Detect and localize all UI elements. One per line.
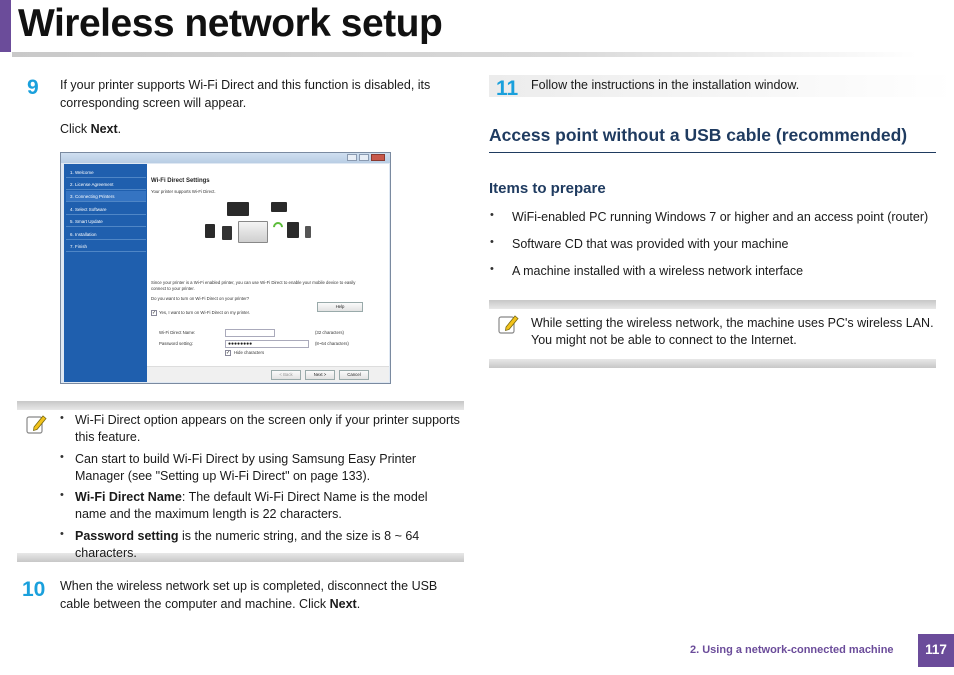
tv-icon — [227, 202, 249, 216]
title-rule — [12, 52, 917, 57]
wifi-name-label: Wi-Fi Direct Name: — [159, 330, 196, 335]
section-subheading: Items to prepare — [489, 180, 606, 197]
sidebar-item-select-software: 4. Select Software — [66, 204, 146, 215]
sidebar-item-license: 2. License Agreement — [66, 179, 146, 190]
step10-text: When the wireless network set up is completed, disconnect the USB cable between the computer and machine. Click Next. — [60, 579, 438, 611]
step9-click: Click Next. — [60, 122, 122, 136]
prepare-item-1: WiFi-enabled PC running Windows 7 or higher and an access point (router) — [512, 210, 929, 224]
installer-question: Do you want to turn on Wi-Fi Direct on your printer? — [151, 296, 250, 301]
prepare-item-2: Software CD that was provided with your machine — [512, 237, 789, 251]
note1-item-3: Wi-Fi Direct Name: The default Wi-Fi Direct Name is the model name and the maximum length is 22 characters. — [75, 490, 428, 521]
installer-footer — [147, 366, 389, 382]
prepare-item-3: A machine installed with a wireless network interface — [512, 264, 804, 278]
title-accent-bar — [0, 0, 11, 52]
cancel-button[interactable]: Cancel — [339, 370, 369, 380]
step-number-9: 9 — [27, 76, 39, 99]
note-pencil-icon — [497, 313, 519, 335]
wifi-name-hint: (32 characters) — [315, 330, 344, 335]
installer-subheading: Your printer supports Wi-Fi Direct. — [151, 189, 216, 194]
sidebar-item-welcome: 1. Welcome — [66, 167, 146, 178]
sidebar-item-connecting: 3. Connecting Printers — [66, 191, 146, 202]
installer-description: Since your printer is a Wi-Fi enabled printer, you can use Wi-Fi Direct to enable your mobile device to easily connect to your printer. — [151, 280, 356, 291]
tablet2-icon — [287, 222, 299, 238]
installer-heading: Wi-Fi Direct Settings — [151, 178, 210, 184]
password-hint: (8~64 characters) — [315, 341, 349, 346]
note1-item-2: Can start to build Wi-Fi Direct by using Samsung Easy Printer Manager (see "Setting up Wi-Fi Direct" on page 133). — [75, 452, 417, 483]
step11-text: Follow the instructions in the installation window. — [531, 78, 800, 92]
section-heading: Access point without a USB cable (recommended) — [489, 125, 908, 145]
step-number-11: 11 — [496, 77, 519, 100]
section-rule — [489, 152, 936, 153]
password-label: Password setting: — [159, 341, 193, 346]
password-field[interactable]: ●●●●●●●● — [225, 340, 309, 348]
minimize-icon — [347, 154, 357, 161]
installer-sidebar — [64, 164, 147, 382]
note-pencil-icon — [25, 413, 47, 435]
back-button[interactable]: < Back — [271, 370, 301, 380]
hide-characters-label: Hide characters — [234, 350, 265, 355]
phone2-icon — [305, 226, 311, 238]
hide-characters-checkbox[interactable]: ✓ — [226, 350, 231, 356]
next-button[interactable]: Next > — [305, 370, 335, 380]
footer-chapter: 2. Using a network-connected machine — [690, 644, 894, 656]
help-button[interactable]: Help — [317, 302, 363, 312]
step-number-10: 10 — [22, 578, 46, 601]
close-icon — [371, 154, 385, 161]
camera-icon — [271, 202, 287, 212]
tablet-icon — [205, 224, 215, 238]
step9-text: If your printer supports Wi-Fi Direct and this function is disabled, its corresponding screen will appear. — [60, 78, 431, 110]
window-titlebar — [61, 153, 390, 163]
note1-item-4: Password setting is the numeric string, and the size is 8 ~ 64 characters. — [75, 529, 420, 560]
installer-main — [147, 164, 389, 382]
page-number: 117 — [918, 634, 954, 667]
sidebar-item-smart-update: 5. Smart Update — [66, 216, 146, 227]
sidebar-item-installation: 6. Installation — [66, 229, 146, 240]
page-title: Wireless network setup — [18, 2, 443, 45]
wifi-name-field[interactable] — [225, 329, 275, 337]
printer-icon — [238, 221, 268, 243]
note2-text: While setting the wireless network, the machine uses PC's wireless LAN. You might not be able to connect to the Internet. — [531, 316, 934, 347]
phone-icon — [222, 226, 232, 240]
installer-screenshot — [60, 152, 391, 384]
sidebar-item-finish: 7. Finish — [66, 241, 146, 252]
wifi-direct-checkbox-label: Yes, I want to turn on Wi-Fi Direct on my printer. — [159, 310, 251, 315]
wifi-direct-checkbox[interactable]: ✓ — [152, 310, 157, 316]
note1-item-1: Wi-Fi Direct option appears on the screen only if your printer supports this feature. — [75, 413, 460, 444]
maximize-icon — [359, 154, 369, 161]
wifi-icon — [271, 220, 285, 234]
